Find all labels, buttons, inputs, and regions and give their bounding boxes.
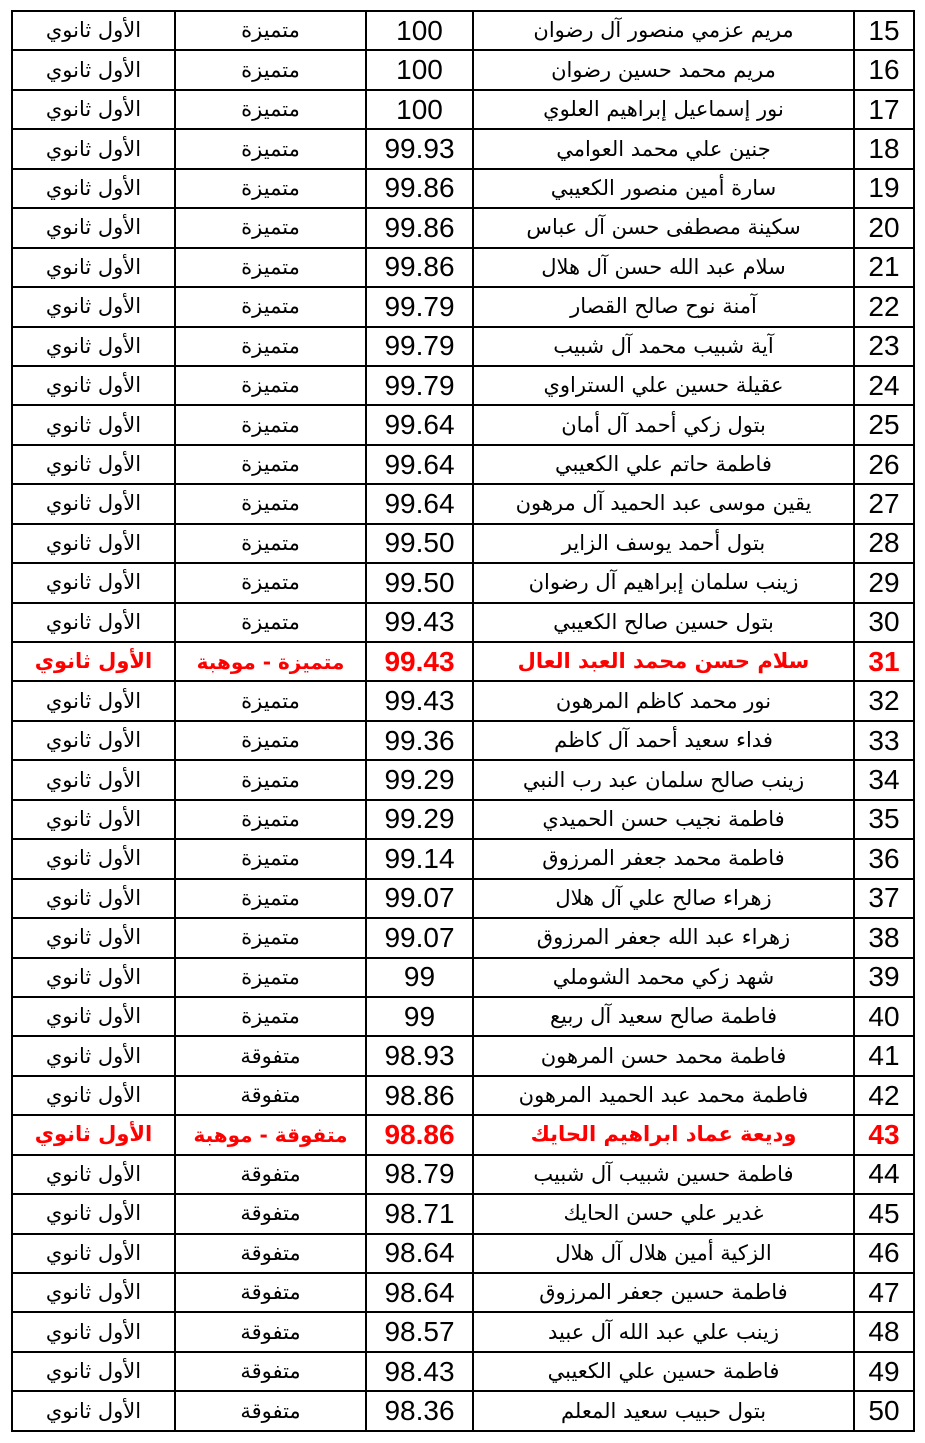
grade-cell: الأول ثانوي [12, 1352, 175, 1391]
category-cell: متميزة [175, 129, 366, 168]
rank-cell: 22 [854, 287, 914, 326]
rank-cell: 23 [854, 327, 914, 366]
student-name-cell: فاطمة محمد حسن المرهون [473, 1036, 854, 1075]
score-cell: 99.93 [366, 129, 473, 168]
table-row [12, 760, 914, 799]
rank-cell: 20 [854, 208, 914, 247]
student-name-cell: فاطمة حسين شبيب آل شبيب [473, 1155, 854, 1194]
table-row [12, 50, 914, 89]
score-cell: 98.57 [366, 1312, 473, 1351]
table-row [12, 169, 914, 208]
score-cell: 99.79 [366, 327, 473, 366]
student-name-cell: شهد زكي محمد الشوملي [473, 958, 854, 997]
student-name-cell: فاطمة صالح سعيد آل ربيع [473, 997, 854, 1036]
grade-cell: الأول ثانوي [12, 524, 175, 563]
rank-cell: 28 [854, 524, 914, 563]
student-name-cell: وديعة عماد ابراهيم الحايك [473, 1115, 854, 1154]
category-cell: متميزة [175, 997, 366, 1036]
rank-cell: 29 [854, 563, 914, 602]
score-cell: 98.86 [366, 1115, 473, 1154]
category-cell: متميزة [175, 405, 366, 444]
category-cell: متفوقة [175, 1391, 366, 1431]
student-name-cell: نور إسماعيل إبراهيم العلوي [473, 90, 854, 129]
grade-cell: الأول ثانوي [12, 681, 175, 720]
category-cell: متميزة [175, 603, 366, 642]
grade-cell: الأول ثانوي [12, 603, 175, 642]
score-cell: 98.86 [366, 1076, 473, 1115]
table-row [12, 603, 914, 642]
rank-cell: 25 [854, 405, 914, 444]
table-row [12, 405, 914, 444]
score-cell: 100 [366, 90, 473, 129]
score-cell: 99.86 [366, 169, 473, 208]
grade-cell: الأول ثانوي [12, 248, 175, 287]
rank-cell: 48 [854, 1312, 914, 1351]
score-cell: 99 [366, 958, 473, 997]
student-name-cell: سلام عبد الله حسن آل هلال [473, 248, 854, 287]
table-row [12, 445, 914, 484]
grade-cell: الأول ثانوي [12, 997, 175, 1036]
category-cell: متفوقة [175, 1155, 366, 1194]
score-cell: 98.79 [366, 1155, 473, 1194]
grade-cell: الأول ثانوي [12, 800, 175, 839]
student-name-cell: فاطمة محمد جعفر المرزوق [473, 839, 854, 878]
grade-cell: الأول ثانوي [12, 11, 175, 50]
score-cell: 98.64 [366, 1234, 473, 1273]
score-cell: 100 [366, 11, 473, 50]
rank-cell: 15 [854, 11, 914, 50]
student-name-cell: سكينة مصطفى حسن آل عباس [473, 208, 854, 247]
rank-cell: 31 [854, 642, 914, 681]
student-name-cell: عقيلة حسين علي الستراوي [473, 366, 854, 405]
category-cell: متميزة [175, 524, 366, 563]
score-cell: 99.50 [366, 563, 473, 602]
table-row [12, 1273, 914, 1312]
category-cell: متفوقة [175, 1036, 366, 1075]
table-row [12, 11, 914, 50]
table-row [12, 958, 914, 997]
score-cell: 99.14 [366, 839, 473, 878]
student-name-cell: سلام حسن محمد العبد العال [473, 642, 854, 681]
table-body [12, 11, 914, 1431]
score-cell: 98.93 [366, 1036, 473, 1075]
student-name-cell: زينب صالح سلمان عبد رب النبي [473, 760, 854, 799]
table-row [12, 524, 914, 563]
rank-cell: 27 [854, 484, 914, 523]
table-row [12, 366, 914, 405]
score-cell: 99.79 [366, 366, 473, 405]
table-row [12, 287, 914, 326]
category-cell: متميزة [175, 760, 366, 799]
grade-cell: الأول ثانوي [12, 642, 175, 681]
score-cell: 99.43 [366, 603, 473, 642]
rank-cell: 35 [854, 800, 914, 839]
table-row [12, 208, 914, 247]
rank-cell: 41 [854, 1036, 914, 1075]
score-cell: 99 [366, 997, 473, 1036]
rank-cell: 38 [854, 918, 914, 957]
table-row [12, 1155, 914, 1194]
table-row [12, 1312, 914, 1351]
category-cell: متميزة [175, 287, 366, 326]
student-name-cell: آية شبيب محمد آل شبيب [473, 327, 854, 366]
grade-cell: الأول ثانوي [12, 1234, 175, 1273]
category-cell: متفوقة [175, 1352, 366, 1391]
score-cell: 99.07 [366, 918, 473, 957]
category-cell: متميزة [175, 327, 366, 366]
student-name-cell: جنين علي محمد العوامي [473, 129, 854, 168]
rank-cell: 16 [854, 50, 914, 89]
grade-cell: الأول ثانوي [12, 129, 175, 168]
category-cell: متميزة - موهبة [175, 642, 366, 681]
table-row [12, 1115, 914, 1154]
rank-cell: 30 [854, 603, 914, 642]
rank-cell: 21 [854, 248, 914, 287]
rank-cell: 49 [854, 1352, 914, 1391]
table-row [12, 129, 914, 168]
student-name-cell: فاطمة محمد عبد الحميد المرهون [473, 1076, 854, 1115]
student-name-cell: مريم عزمي منصور آل رضوان [473, 11, 854, 50]
category-cell: متميزة [175, 800, 366, 839]
table-row [12, 90, 914, 129]
student-name-cell: فاطمة حسين جعفر المرزوق [473, 1273, 854, 1312]
rank-cell: 33 [854, 721, 914, 760]
category-cell: متفوقة [175, 1312, 366, 1351]
grade-cell: الأول ثانوي [12, 918, 175, 957]
table-row [12, 839, 914, 878]
score-cell: 99.86 [366, 248, 473, 287]
table-row [12, 1194, 914, 1233]
grade-cell: الأول ثانوي [12, 169, 175, 208]
score-cell: 99.43 [366, 681, 473, 720]
grade-cell: الأول ثانوي [12, 366, 175, 405]
category-cell: متميزة [175, 484, 366, 523]
table-row [12, 563, 914, 602]
grade-cell: الأول ثانوي [12, 958, 175, 997]
grade-cell: الأول ثانوي [12, 50, 175, 89]
student-name-cell: بتول زكي أحمد آل أمان [473, 405, 854, 444]
student-name-cell: زهراء عبد الله جعفر المرزوق [473, 918, 854, 957]
student-name-cell: غدير علي حسن الحايك [473, 1194, 854, 1233]
score-cell: 99.43 [366, 642, 473, 681]
student-name-cell: فاطمة حسين علي الكعيبي [473, 1352, 854, 1391]
grade-cell: الأول ثانوي [12, 90, 175, 129]
rank-cell: 18 [854, 129, 914, 168]
student-name-cell: فاطمة حاتم علي الكعيبي [473, 445, 854, 484]
rank-cell: 43 [854, 1115, 914, 1154]
rank-cell: 47 [854, 1273, 914, 1312]
grade-cell: الأول ثانوي [12, 760, 175, 799]
category-cell: متفوقة - موهبة [175, 1115, 366, 1154]
rank-cell: 42 [854, 1076, 914, 1115]
score-cell: 99.86 [366, 208, 473, 247]
category-cell: متميزة [175, 721, 366, 760]
student-name-cell: بتول حسين صالح الكعيبي [473, 603, 854, 642]
student-name-cell: يقين موسى عبد الحميد آل مرهون [473, 484, 854, 523]
category-cell: متميزة [175, 681, 366, 720]
category-cell: متفوقة [175, 1076, 366, 1115]
table-row [12, 918, 914, 957]
rank-cell: 32 [854, 681, 914, 720]
table-row [12, 248, 914, 287]
student-name-cell: سارة أمين منصور الكعيبي [473, 169, 854, 208]
score-cell: 99.50 [366, 524, 473, 563]
table-row [12, 1352, 914, 1391]
score-cell: 99.29 [366, 800, 473, 839]
student-name-cell: فداء سعيد أحمد آل كاظم [473, 721, 854, 760]
category-cell: متميزة [175, 169, 366, 208]
category-cell: متميزة [175, 918, 366, 957]
table-row [12, 879, 914, 918]
grade-cell: الأول ثانوي [12, 839, 175, 878]
score-cell: 98.71 [366, 1194, 473, 1233]
grade-cell: الأول ثانوي [12, 1312, 175, 1351]
rank-cell: 36 [854, 839, 914, 878]
table-row [12, 721, 914, 760]
score-cell: 98.36 [366, 1391, 473, 1431]
student-name-cell: زهراء صالح علي آل هلال [473, 879, 854, 918]
grade-cell: الأول ثانوي [12, 721, 175, 760]
grade-cell: الأول ثانوي [12, 327, 175, 366]
rank-cell: 24 [854, 366, 914, 405]
table-row [12, 1391, 914, 1431]
grade-cell: الأول ثانوي [12, 484, 175, 523]
rank-cell: 50 [854, 1391, 914, 1431]
rank-cell: 44 [854, 1155, 914, 1194]
score-cell: 99.07 [366, 879, 473, 918]
student-name-cell: الزكية أمين هلال آل هلال [473, 1234, 854, 1273]
score-cell: 98.64 [366, 1273, 473, 1312]
students-ranking-table [11, 10, 915, 1432]
score-cell: 99.64 [366, 405, 473, 444]
rank-cell: 39 [854, 958, 914, 997]
score-cell: 99.79 [366, 287, 473, 326]
rank-cell: 17 [854, 90, 914, 129]
grade-cell: الأول ثانوي [12, 563, 175, 602]
student-name-cell: زينب علي عبد الله آل عبيد [473, 1312, 854, 1351]
grade-cell: الأول ثانوي [12, 1391, 175, 1431]
rank-cell: 37 [854, 879, 914, 918]
student-name-cell: بتول أحمد يوسف الزاير [473, 524, 854, 563]
student-name-cell: بتول حبيب سعيد المعلم [473, 1391, 854, 1431]
category-cell: متميزة [175, 839, 366, 878]
grade-cell: الأول ثانوي [12, 1076, 175, 1115]
rank-cell: 46 [854, 1234, 914, 1273]
grade-cell: الأول ثانوي [12, 1115, 175, 1154]
category-cell: متميزة [175, 366, 366, 405]
score-cell: 100 [366, 50, 473, 89]
category-cell: متميزة [175, 879, 366, 918]
table-row [12, 800, 914, 839]
score-cell: 98.43 [366, 1352, 473, 1391]
student-name-cell: زينب سلمان إبراهيم آل رضوان [473, 563, 854, 602]
category-cell: متفوقة [175, 1273, 366, 1312]
grade-cell: الأول ثانوي [12, 879, 175, 918]
rank-cell: 34 [854, 760, 914, 799]
grade-cell: الأول ثانوي [12, 208, 175, 247]
student-name-cell: آمنة نوح صالح القصار [473, 287, 854, 326]
category-cell: متميزة [175, 11, 366, 50]
rank-cell: 19 [854, 169, 914, 208]
table-row [12, 1036, 914, 1075]
table-row [12, 642, 914, 681]
category-cell: متميزة [175, 958, 366, 997]
category-cell: متفوقة [175, 1234, 366, 1273]
score-cell: 99.64 [366, 484, 473, 523]
score-cell: 99.36 [366, 721, 473, 760]
grade-cell: الأول ثانوي [12, 1194, 175, 1233]
student-name-cell: نور محمد كاظم المرهون [473, 681, 854, 720]
rank-cell: 26 [854, 445, 914, 484]
rank-cell: 45 [854, 1194, 914, 1233]
category-cell: متميزة [175, 248, 366, 287]
category-cell: متفوقة [175, 1194, 366, 1233]
table-row [12, 327, 914, 366]
score-cell: 99.29 [366, 760, 473, 799]
grade-cell: الأول ثانوي [12, 1273, 175, 1312]
grade-cell: الأول ثانوي [12, 405, 175, 444]
grade-cell: الأول ثانوي [12, 1155, 175, 1194]
rank-cell: 40 [854, 997, 914, 1036]
score-cell: 99.64 [366, 445, 473, 484]
grade-cell: الأول ثانوي [12, 1036, 175, 1075]
table-row [12, 681, 914, 720]
category-cell: متميزة [175, 90, 366, 129]
table-row [12, 484, 914, 523]
table-row [12, 997, 914, 1036]
grade-cell: الأول ثانوي [12, 287, 175, 326]
table-row [12, 1076, 914, 1115]
student-name-cell: فاطمة نجيب حسن الحميدي [473, 800, 854, 839]
category-cell: متميزة [175, 563, 366, 602]
student-name-cell: مريم محمد حسين رضوان [473, 50, 854, 89]
table-row [12, 1234, 914, 1273]
grade-cell: الأول ثانوي [12, 445, 175, 484]
category-cell: متميزة [175, 208, 366, 247]
category-cell: متميزة [175, 445, 366, 484]
category-cell: متميزة [175, 50, 366, 89]
